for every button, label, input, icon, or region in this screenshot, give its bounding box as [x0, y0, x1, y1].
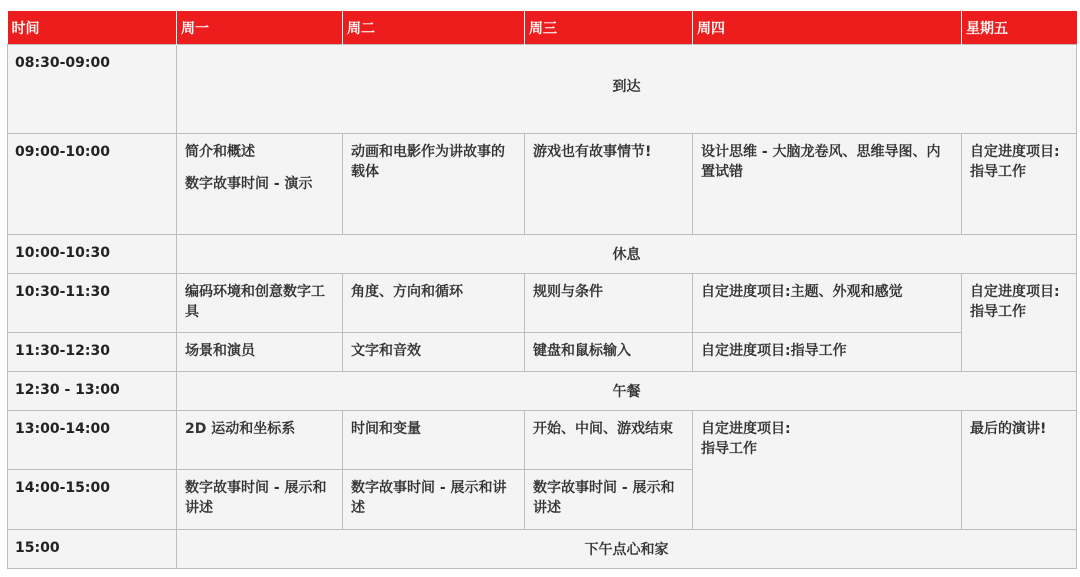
thursday-cell: 设计思维 - 大脑龙卷风、思维导图、内置试错 — [693, 134, 962, 235]
wednesday-cell: 开始、中间、游戏结束 — [525, 411, 693, 470]
wednesday-cell: 键盘和鼠标输入 — [525, 333, 693, 372]
thursday-cell: 自定进度项目:指导工作 — [693, 333, 962, 372]
schedule-table — [7, 11, 1077, 569]
time-cell: 09:00-10:00 — [8, 134, 177, 235]
row-0830 — [8, 45, 1077, 134]
row-1030 — [8, 274, 1077, 333]
session-title: 自定进度项目: — [701, 421, 791, 437]
row-1000 — [8, 235, 1077, 274]
session-title: 自定进度项目: — [970, 144, 1060, 160]
time-cell: 10:30-11:30 — [8, 274, 177, 333]
wednesday-cell: 游戏也有故事情节! — [525, 134, 693, 235]
row-1500 — [8, 530, 1077, 569]
tuesday-cell: 角度、方向和循环 — [343, 274, 525, 333]
friday-cell: 最后的演讲! — [962, 411, 1077, 530]
session-subtitle: 指导工作 — [970, 164, 1026, 180]
session-subtitle: 指导工作 — [970, 304, 1026, 320]
row-1230 — [8, 372, 1077, 411]
monday-cell: 场景和演员 — [177, 333, 343, 372]
friday-cell — [962, 134, 1077, 235]
row-0900 — [8, 134, 1077, 235]
row-1300 — [8, 411, 1077, 470]
header-tuesday: 周二 — [343, 11, 525, 45]
wednesday-cell: 数字故事时间 - 展示和讲述 — [525, 470, 693, 530]
time-cell: 08:30-09:00 — [8, 45, 177, 134]
time-cell: 11:30-12:30 — [8, 333, 177, 372]
tuesday-cell: 时间和变量 — [343, 411, 525, 470]
time-cell: 14:00-15:00 — [8, 470, 177, 530]
header-row — [8, 11, 1077, 45]
monday-cell: 数字故事时间 - 展示和讲述 — [177, 470, 343, 530]
row-1130 — [8, 333, 1077, 372]
header-friday: 星期五 — [962, 11, 1077, 45]
break-cell: 休息 — [177, 235, 1077, 274]
time-cell: 15:00 — [8, 530, 177, 569]
time-cell: 10:00-10:30 — [8, 235, 177, 274]
wednesday-cell: 规则与条件 — [525, 274, 693, 333]
monday-cell — [177, 134, 343, 235]
header-wednesday: 周三 — [525, 11, 693, 45]
header-time: 时间 — [8, 11, 177, 45]
header-thursday: 周四 — [693, 11, 962, 45]
lunch-cell: 午餐 — [177, 372, 1077, 411]
time-cell: 12:30 - 13:00 — [8, 372, 177, 411]
session-title: 自定进度项目: — [970, 284, 1060, 300]
tuesday-cell: 动画和电影作为讲故事的载体 — [343, 134, 525, 235]
arrival-cell: 到达 — [177, 45, 1077, 134]
monday-cell: 2D 运动和坐标系 — [177, 411, 343, 470]
thursday-cell — [693, 411, 962, 530]
thursday-cell: 自定进度项目:主题、外观和感觉 — [693, 274, 962, 333]
session-subtitle: 指导工作 — [701, 441, 757, 457]
tuesday-cell: 数字故事时间 - 展示和讲述 — [343, 470, 525, 530]
friday-cell — [962, 274, 1077, 372]
session-title: 数字故事时间 - 演示 — [185, 176, 313, 192]
session-title: 简介和概述 — [185, 144, 255, 160]
time-cell: 13:00-14:00 — [8, 411, 177, 470]
header-monday: 周一 — [177, 11, 343, 45]
tuesday-cell: 文字和音效 — [343, 333, 525, 372]
monday-cell: 编码环境和创意数字工具 — [177, 274, 343, 333]
snack-home-cell: 下午点心和家 — [177, 530, 1077, 569]
